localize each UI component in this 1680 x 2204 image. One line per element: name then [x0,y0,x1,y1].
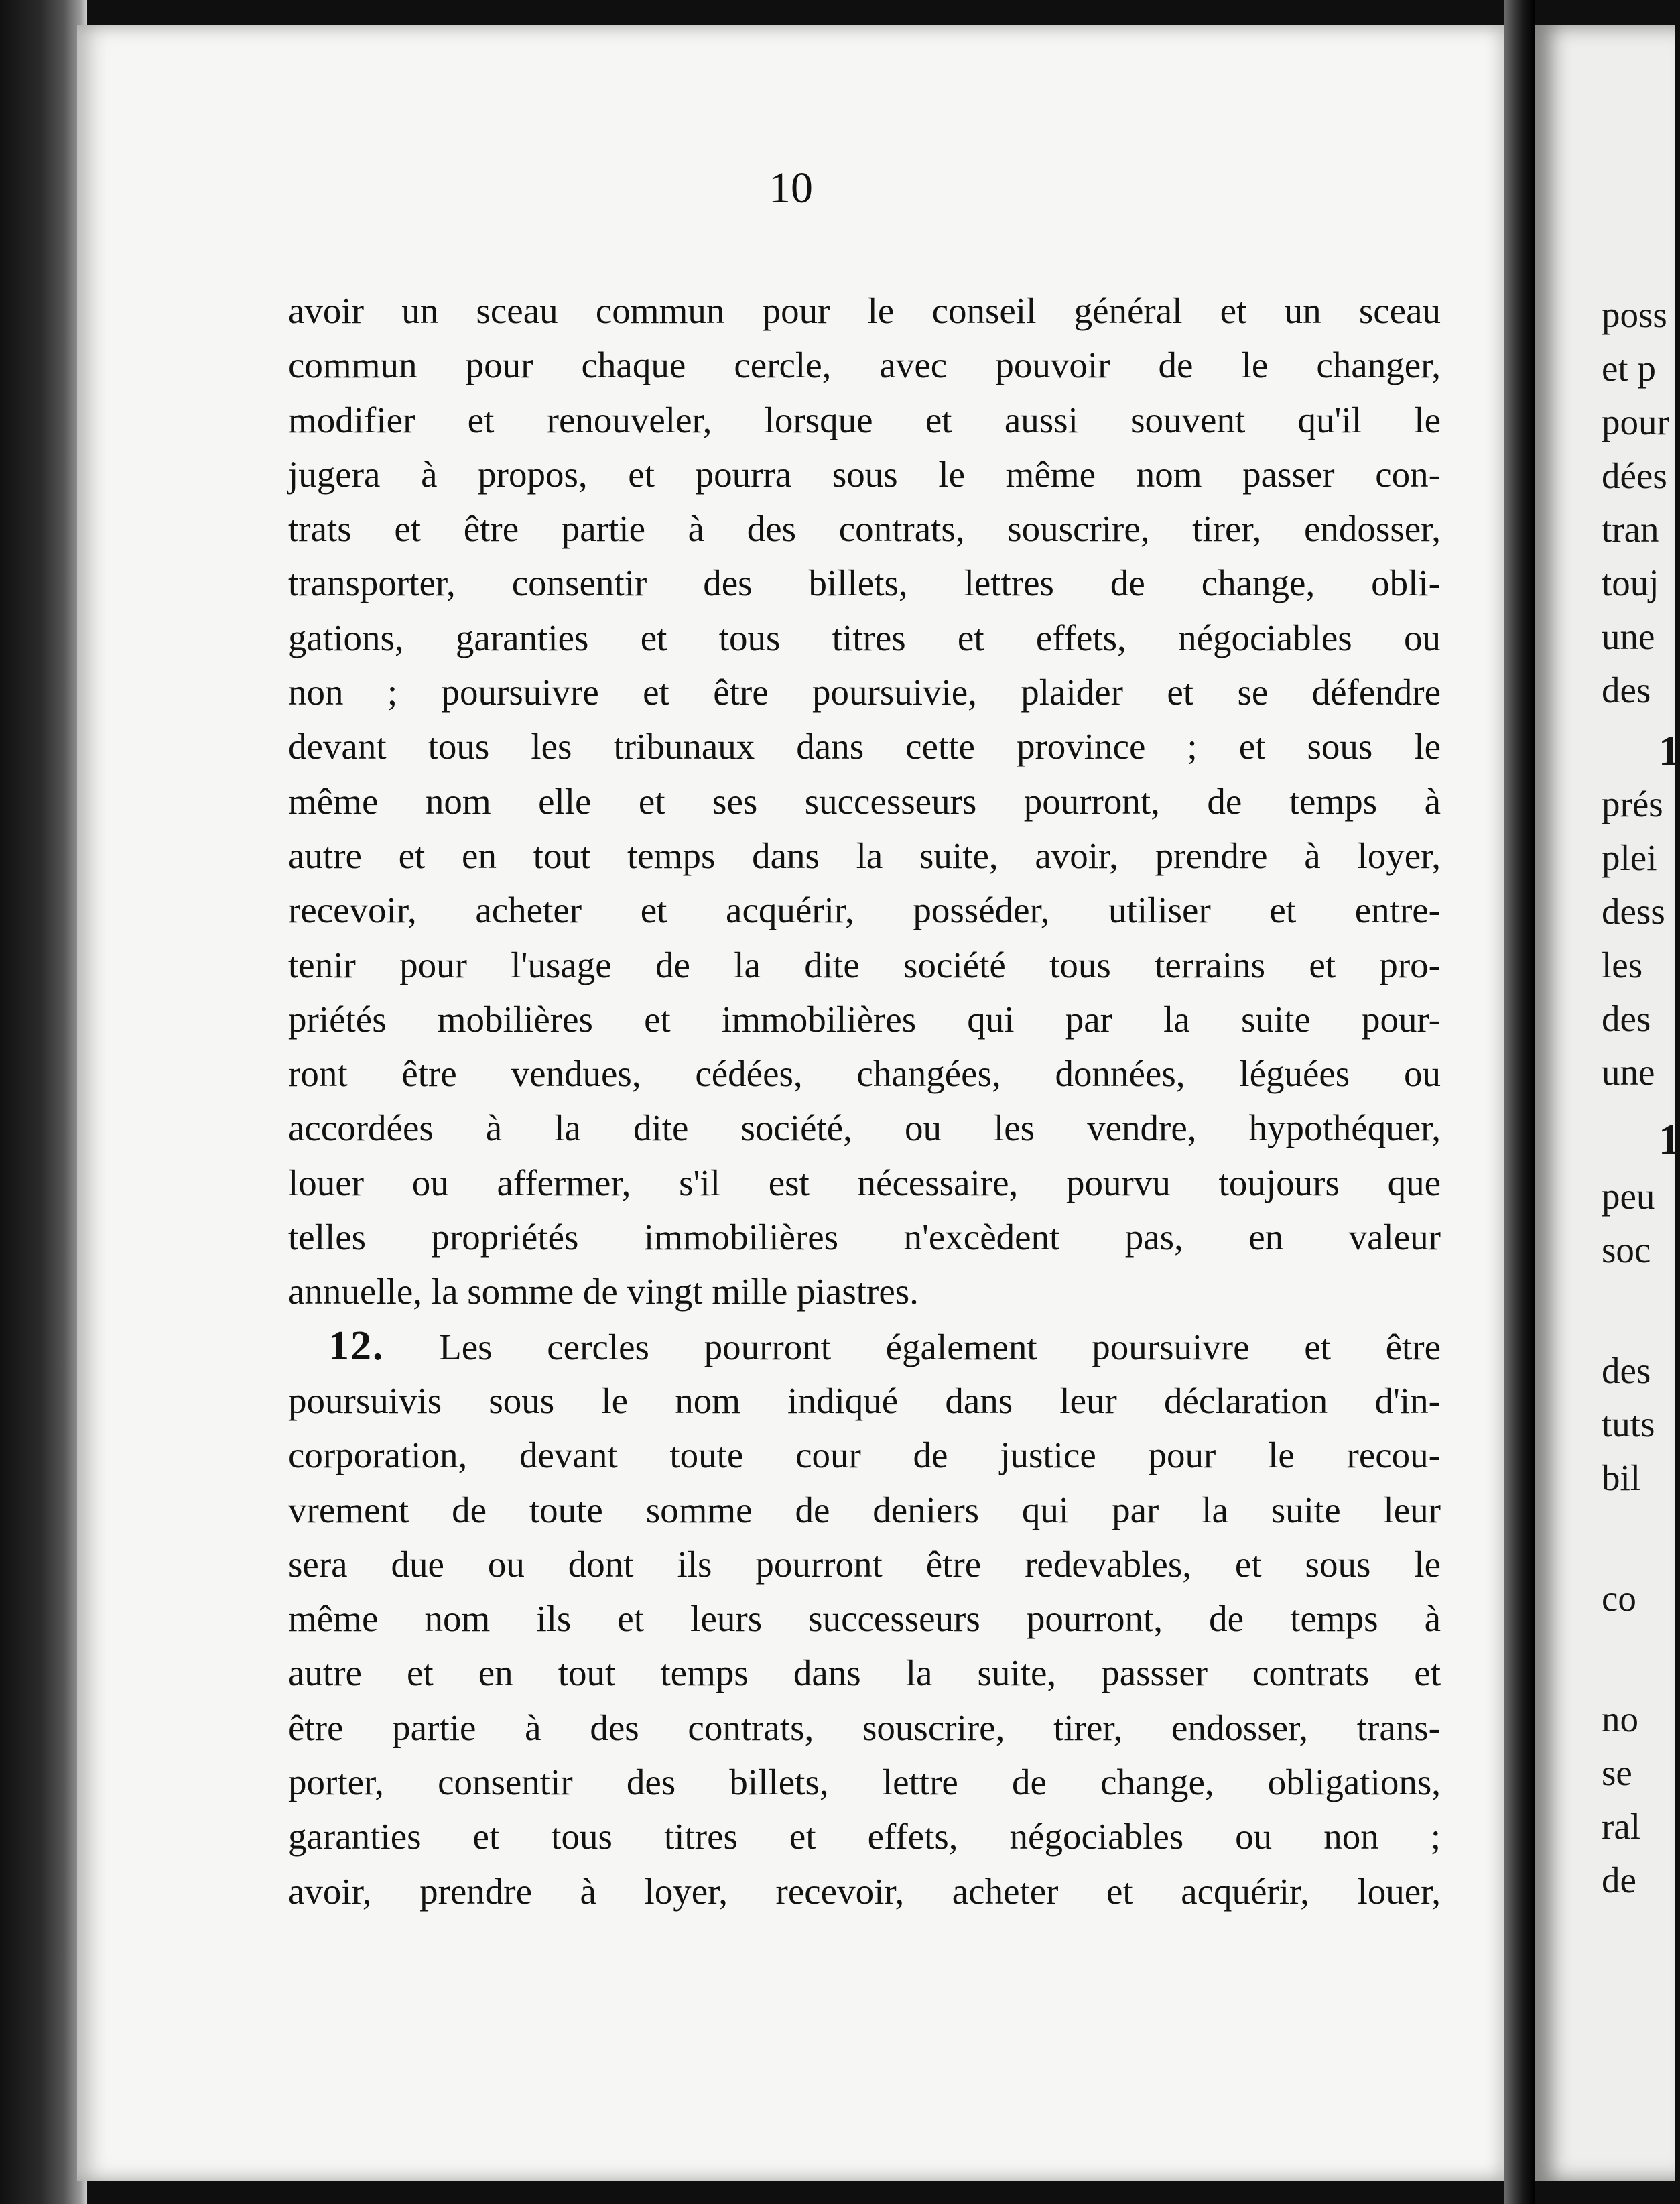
text-line: avoir, prendre à loyer, recevoir, acheter et acquérir, louer, [288,1870,1441,1912]
fragment-text: une [1602,1052,1655,1093]
text-line: garanties et tous titres et effets, négociables ou non ; [288,1816,1441,1857]
fragment-text: pour [1602,402,1669,442]
text-line: annuelle, la somme de vingt mille piastres. [288,1271,919,1312]
fragment-text: dées [1602,455,1667,496]
fragment-text: poss [1602,294,1667,335]
fragment-text: se [1602,1752,1632,1793]
book-left-edge [0,0,87,2204]
book-gutter [1504,0,1535,2204]
fragment-text: co [1602,1578,1636,1619]
fragment-text: des [1602,998,1651,1039]
fragment-text: les [1602,944,1643,985]
text-line: corporation, devant toute cour de justice pour le recou- [288,1434,1441,1476]
section-number: 12. [328,1323,385,1369]
fragment-text: des [1602,670,1651,711]
text-line: transporter, consentir des billets, lettres de change, obli- [288,562,1441,604]
fragment-text: soc [1602,1229,1651,1270]
fragment-section-number: 1 [1659,1115,1680,1163]
text-line: gations, garanties et tous titres et effets, négociables ou [288,617,1441,658]
text-line: avoir un sceau commun pour le conseil général et un sceau [288,290,1441,331]
text-line: devant tous les tribunaux dans cette province ; et sous le [288,726,1441,768]
text-line: tenir pour l'usage de la dite société tous terrains et pro- [288,944,1441,985]
fragment-text: de [1602,1859,1636,1900]
text-line: non ; poursuivre et être poursuivie, plaider et se défendre [288,672,1441,713]
fragment-text: no [1602,1699,1638,1739]
text-line: être partie à des contrats, souscrire, tirer, endosser, trans- [288,1707,1441,1748]
text-line: vrement de toute somme de deniers qui par la suite leur [288,1489,1441,1530]
text-line: modifier et renouveler, lorsque et aussi souvent qu'il le [288,399,1441,440]
text-line: même nom ils et leurs successeurs pourront, de temps à [288,1598,1441,1640]
text-line: trats et être partie à des contrats, souscrire, tirer, endosser, [288,508,1441,550]
fragment-text: tran [1602,509,1659,550]
text-line: sera due ou dont ils pourront être redevables, et sous le [288,1543,1441,1585]
page-number: 10 [769,164,813,212]
right-page-fragment [1535,25,1680,2181]
fragment-text: peu [1602,1176,1655,1217]
fragment-text: bil [1602,1457,1641,1498]
fragment-text: prés [1602,784,1663,824]
text-line: telles propriétés immobilières n'excèdent pas, en valeur [288,1217,1441,1258]
text-line: porter, consentir des billets, lettre de change, obligations, [288,1762,1441,1803]
text-line: autre et en tout temps dans la suite, passser contrats et [288,1652,1441,1694]
text-line: même nom elle et ses successeurs pourront, de temps à [288,780,1441,822]
text-line: poursuivis sous le nom indiqué dans leur déclaration d'in- [288,1380,1441,1421]
fragment-text: et p [1602,348,1656,389]
text-line: recevoir, acheter et acquérir, posséder, utiliser et entre- [288,890,1441,931]
fragment-section-number: 1 [1659,727,1680,774]
section-12-heading-line [288,1319,1441,1373]
body-text [288,284,1441,1918]
fragment-text: touj [1602,562,1659,603]
text-line: jugera à propos, et pourra sous le même nom passer con- [288,453,1441,495]
fragment-text: plei [1602,837,1657,878]
section-first-line: Les cercles pourront également poursuivre et être [439,1326,1441,1367]
text-line: louer ou affermer, s'il est nécessaire, pourvu toujours que [288,1162,1441,1203]
fragment-text: ral [1602,1806,1641,1847]
fragment-text: une [1602,616,1655,657]
text-line: accordées à la dite société, ou les vendre, hypothéquer, [288,1107,1441,1149]
text-line: priétés mobilières et immobilières qui par la suite pour- [288,998,1441,1040]
text-line: commun pour chaque cercle, avec pouvoir de le changer, [288,345,1441,386]
fragment-text: dess [1602,891,1665,932]
fragment-text: des [1602,1350,1651,1391]
fragment-text: tuts [1602,1404,1655,1445]
left-page [77,25,1504,2181]
text-line: autre et en tout temps dans la suite, avoir, prendre à loyer, [288,835,1441,876]
text-line: ront être vendues, cédées, changées, données, léguées ou [288,1053,1441,1095]
